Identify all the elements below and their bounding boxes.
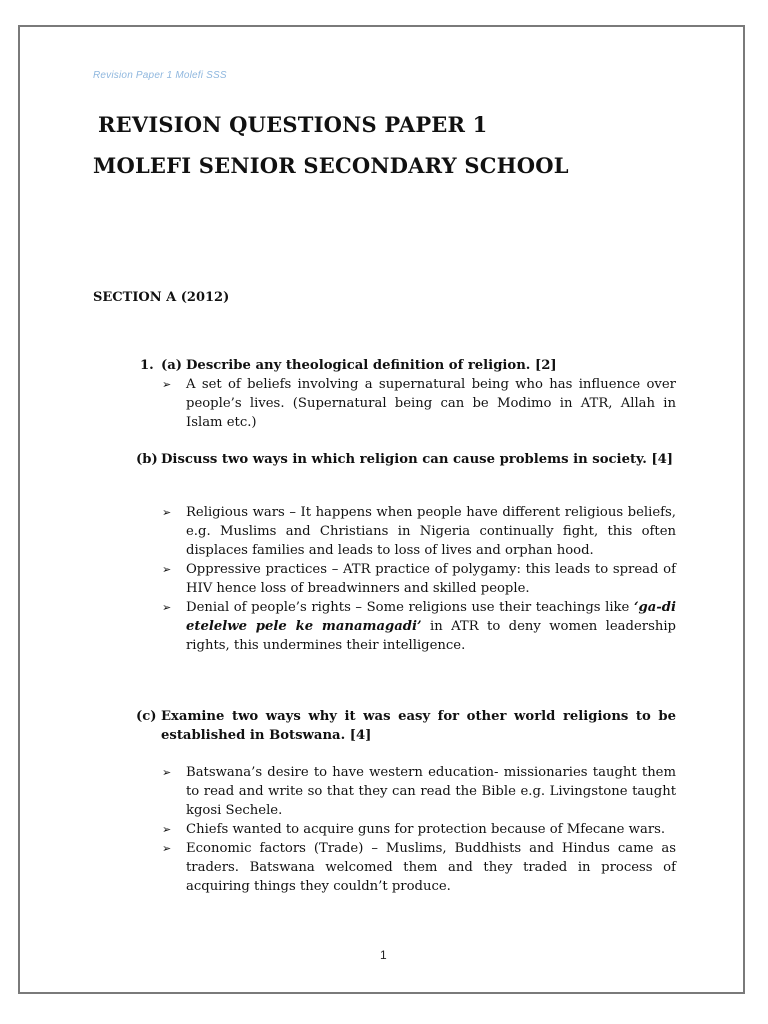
document-title: REVISION QUESTIONS PAPER 1 — [98, 112, 488, 137]
question-1b — [136, 450, 676, 469]
question-text: Examine two ways why it was easy for other world religions to be established in Botswana. [4] — [161, 709, 676, 743]
question-1a-prompt — [140, 356, 676, 375]
answer-list — [162, 503, 676, 655]
list-item — [162, 820, 676, 839]
answer-list — [162, 763, 676, 896]
question-1c-answers — [162, 763, 676, 896]
question-1c-prompt — [136, 707, 676, 745]
question-text: Discuss two ways in which religion can cause problems in society. [4] — [161, 452, 674, 467]
list-item — [162, 375, 676, 432]
list-item — [162, 598, 676, 655]
question-1c — [136, 707, 676, 745]
answer-text: Religious wars – It happens when people have different religious beliefs, e.g. Muslims and Christians in Nigeria continually fight, this often displaces families and leads to loss of lives and orphan hood. — [186, 505, 676, 558]
question-number: 1. — [140, 358, 154, 373]
answer-text: Economic factors (Trade) – Muslims, Buddhists and Hindus came as traders. Batswana welcomed them and they traded in process of acquiring things they couldn’t produce. — [186, 841, 676, 894]
question-1b-prompt — [136, 450, 676, 469]
part-label: (a) — [161, 358, 183, 373]
arrowhead-bullet-icon: ➢ — [162, 601, 172, 614]
answer-text: Denial of people’s rights – Some religions use their teachings like — [186, 600, 634, 615]
list-item — [162, 763, 676, 820]
question-1a — [140, 356, 676, 432]
part-label: (b) — [136, 452, 158, 467]
part-label: (c) — [136, 709, 157, 724]
answer-text: Batswana’s desire to have western education- missionaries taught them to read and write so that they can read the Bible e.g. Livingstone taught kgosi Sechele. — [186, 765, 676, 818]
answer-text: Oppressive practices – ATR practice of polygamy: this leads to spread of HIV hence loss of breadwinners and skilled people. — [186, 562, 676, 596]
setswana-proverb: ‘ga-di etelelwe pele ke manamagadi’ — [186, 600, 676, 634]
question-text: Describe any theological definition of religion. [2] — [186, 358, 557, 373]
arrowhead-bullet-icon: ➢ — [162, 378, 172, 391]
answer-text: Chiefs wanted to acquire guns for protection because of Mfecane wars. — [186, 822, 666, 837]
page-number: 1 — [380, 948, 387, 962]
list-item — [162, 839, 676, 896]
school-name: MOLEFI SENIOR SECONDARY SCHOOL — [93, 153, 569, 178]
question-1b-answers — [162, 503, 676, 655]
answer-text: A set of beliefs involving a supernatural being who has influence over people’s lives. (Supernatural being can be Modimo in ATR, Allah in Islam etc.) — [186, 377, 676, 430]
list-item — [162, 503, 676, 560]
section-heading: SECTION A (2012) — [93, 290, 230, 305]
arrowhead-bullet-icon: ➢ — [162, 506, 172, 519]
arrowhead-bullet-icon: ➢ — [162, 766, 172, 779]
running-header: Revision Paper 1 Molefi SSS — [93, 70, 227, 81]
list-item — [162, 560, 676, 598]
arrowhead-bullet-icon: ➢ — [162, 823, 172, 836]
arrowhead-bullet-icon: ➢ — [162, 842, 172, 855]
answer-text: in ATR to deny women leadership rights, this undermines their intelligence. — [186, 619, 676, 653]
answer-list — [162, 375, 676, 432]
arrowhead-bullet-icon: ➢ — [162, 563, 172, 576]
